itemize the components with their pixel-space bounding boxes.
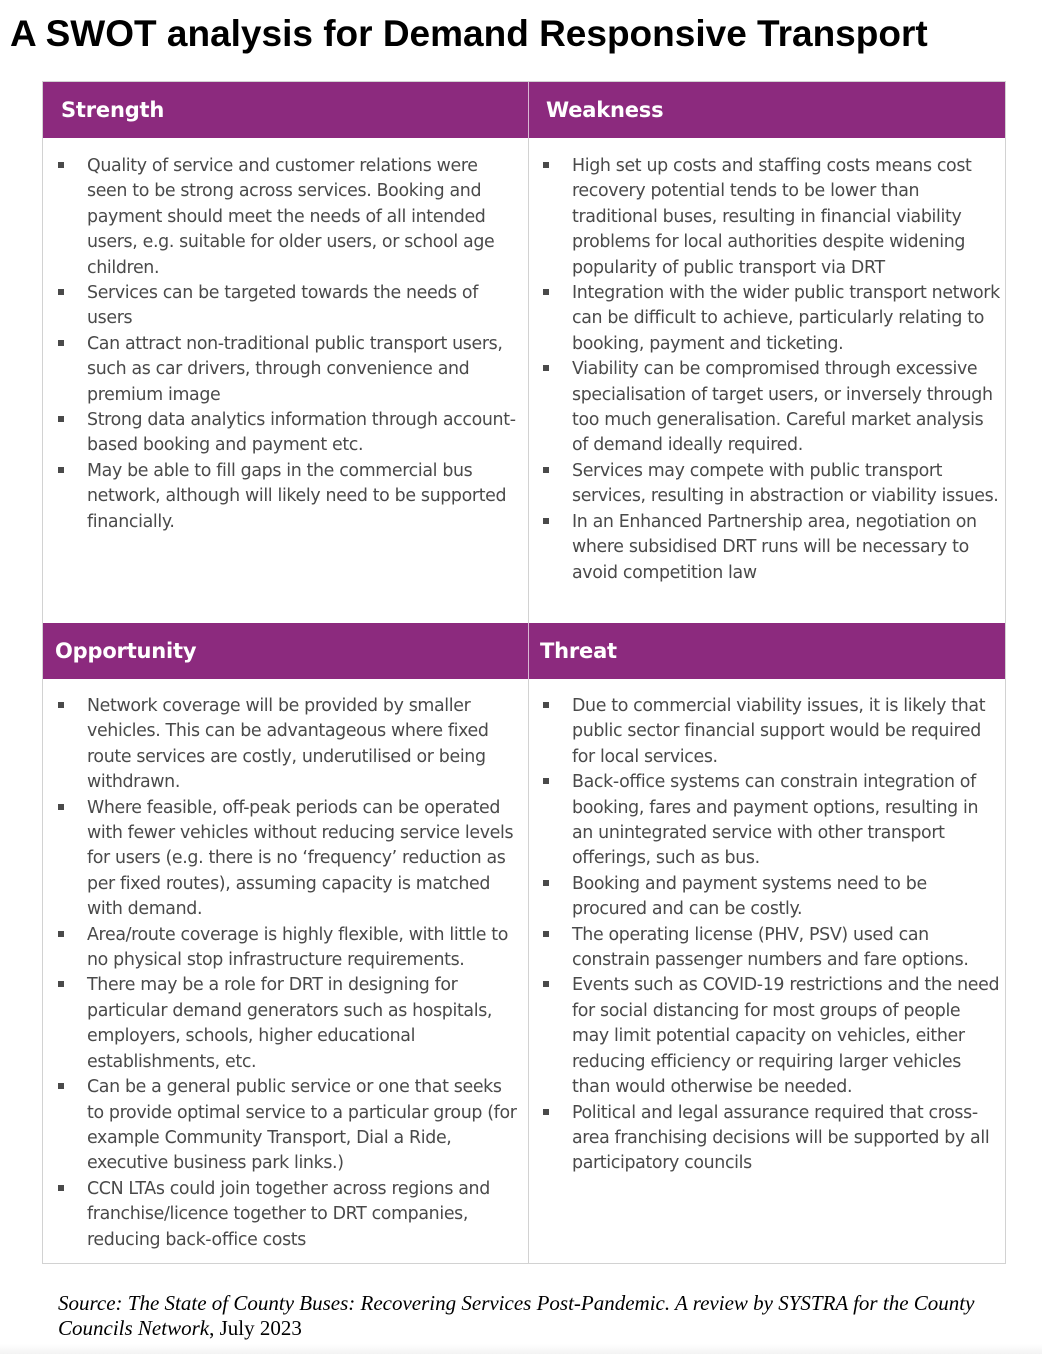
- square-bullet-icon: [58, 162, 64, 168]
- list-item-text: Political and legal assurance required that cross-area franchising decisions will be supported by all participatory councils: [572, 1102, 990, 1174]
- list-item-text: Booking and payment systems need to be procured and can be costly.: [572, 873, 927, 920]
- source-title: Source: The State of County Buses: Recovering Services Post-Pandemic. A review by SYSTRA for the County Councils Network: [58, 1291, 975, 1340]
- top-header-row: [43, 82, 1005, 138]
- square-bullet-icon: [543, 981, 549, 987]
- list-item: [57, 796, 519, 923]
- square-bullet-icon: [58, 981, 64, 987]
- list-item: [542, 459, 1000, 510]
- bottom-header-row: [43, 623, 1005, 679]
- strength-list: [57, 154, 519, 535]
- square-bullet-icon: [58, 416, 64, 422]
- header-divider: [528, 623, 529, 679]
- list-item-text: Strong data analytics information through account-based booking and payment etc.: [87, 410, 516, 456]
- list-item-text: The operating license (PHV, PSV) used can constrain passenger numbers and fare options.: [572, 924, 969, 971]
- square-bullet-icon: [543, 778, 549, 784]
- square-bullet-icon: [58, 931, 64, 937]
- square-bullet-icon: [543, 931, 549, 937]
- square-bullet-icon: [58, 289, 64, 295]
- list-item: [542, 154, 1000, 281]
- list-item: [542, 973, 1000, 1100]
- list-item-text: In an Enhanced Partnership area, negotiation on where subsidised DRT runs will be necessary to avoid competition law: [572, 511, 977, 583]
- header-divider: [528, 82, 529, 138]
- square-bullet-icon: [58, 804, 64, 810]
- list-item-text: Services may compete with public transport services, resulting in abstraction or viability issues.: [572, 460, 999, 507]
- list-item-text: CCN LTAs could join together across regions and franchise/licence together to DRT companies, reducing back-office costs: [87, 1178, 490, 1250]
- threat-cell: [542, 694, 1000, 1177]
- list-item: [542, 770, 1000, 872]
- list-item: [57, 459, 519, 535]
- list-item-text: Network coverage will be provided by smaller vehicles. This can be advantageous where fixed route services are costly, underutilised or being withdrawn.: [87, 696, 489, 793]
- list-item-text: Due to commercial viability issues, it is likely that public sector financial support would be required for local services.: [572, 696, 986, 767]
- list-item-text: May be able to fill gaps in the commercial bus network, although will likely need to be supported financially.: [87, 460, 507, 532]
- list-item-text: Can be a general public service or one that seeks to provide optimal service to a particular group (for example Community Transport, Dial a Ride, executive business park links.): [87, 1077, 517, 1174]
- list-item: [542, 694, 1000, 770]
- square-bullet-icon: [543, 467, 549, 473]
- square-bullet-icon: [58, 1185, 64, 1191]
- swot-table: [42, 81, 1006, 1264]
- square-bullet-icon: [543, 702, 549, 708]
- opportunity-cell: [57, 694, 519, 1253]
- list-item-text: Integration with the wider public transport network can be difficult to achieve, particularly relating to booking, payment and ticketing.: [572, 283, 1000, 354]
- list-item-text: Area/route coverage is highly flexible, with little to no physical stop infrastructure requirements.: [87, 924, 509, 971]
- list-item-text: There may be a role for DRT in designing for particular demand generators such as hospitals, employers, schools, higher educational establishments, etc.: [87, 975, 493, 1072]
- square-bullet-icon: [543, 880, 549, 886]
- page-title: A SWOT analysis for Demand Responsive Transport: [10, 13, 928, 54]
- list-item-text: Viability can be compromised through excessive specialisation of target users, or inversely through too much generalisation. Careful market analysis of demand ideally required.: [572, 359, 993, 456]
- list-item: [57, 154, 519, 281]
- list-item: [57, 923, 519, 974]
- list-item: [57, 973, 519, 1075]
- footer-shade: [0, 1344, 1042, 1354]
- list-item: [542, 923, 1000, 974]
- list-item: [57, 694, 519, 796]
- threat-heading: Threat: [540, 639, 617, 663]
- threat-list: [542, 694, 1000, 1177]
- square-bullet-icon: [58, 1083, 64, 1089]
- weakness-heading: Weakness: [546, 98, 664, 122]
- list-item: [542, 872, 1000, 923]
- list-item-text: Can attract non-traditional public transport users, such as car drivers, through convenience and premium image: [87, 333, 503, 405]
- square-bullet-icon: [543, 518, 549, 524]
- list-item-text: Events such as COVID-19 restrictions and the need for social distancing for most groups of people may limit potential capacity on vehicles, either reducing efficiency or requiring larger vehicles than would otherwise be needed.: [572, 975, 1000, 1098]
- weakness-cell: [542, 154, 1000, 586]
- list-item: [542, 357, 1000, 459]
- list-item: [57, 408, 519, 459]
- square-bullet-icon: [543, 365, 549, 371]
- square-bullet-icon: [543, 162, 549, 168]
- list-item: [57, 1177, 519, 1253]
- list-item-text: Back-office systems can constrain integration of booking, fares and payment options, resulting in an unintegrated service with other transport offerings, such as bus.: [572, 772, 979, 869]
- square-bullet-icon: [58, 467, 64, 473]
- list-item-text: Quality of service and customer relations were seen to be strong across services. Booking and payment should meet the needs of all intended users, e.g. suitable for older users, or school age children.: [87, 156, 495, 278]
- square-bullet-icon: [58, 340, 64, 346]
- list-item: [57, 332, 519, 408]
- square-bullet-icon: [543, 1109, 549, 1115]
- list-item-text: Services can be targeted towards the needs of users: [87, 283, 478, 329]
- opportunity-list: [57, 694, 519, 1253]
- strength-cell: [57, 154, 519, 535]
- square-bullet-icon: [543, 289, 549, 295]
- list-item: [542, 510, 1000, 586]
- list-item-text: High set up costs and staffing costs means cost recovery potential tends to be lower than traditional buses, resulting in financial viability problems for local authorities despite widening popularity of public transport via DRT: [572, 156, 972, 278]
- square-bullet-icon: [58, 702, 64, 708]
- source-date: , July 2023: [209, 1316, 302, 1340]
- strength-heading: Strength: [61, 98, 165, 122]
- list-item: [542, 1101, 1000, 1177]
- weakness-list: [542, 154, 1000, 586]
- source-citation: [58, 1291, 998, 1341]
- list-item: [57, 1075, 519, 1177]
- list-item: [57, 281, 519, 332]
- list-item: [542, 281, 1000, 357]
- opportunity-heading: Opportunity: [55, 639, 197, 663]
- list-item-text: Where feasible, off-peak periods can be operated with fewer vehicles without reducing service levels for users (e.g. there is no ‘frequency’ reduction as per fixed routes), assuming capacity is matched with demand.: [87, 797, 514, 920]
